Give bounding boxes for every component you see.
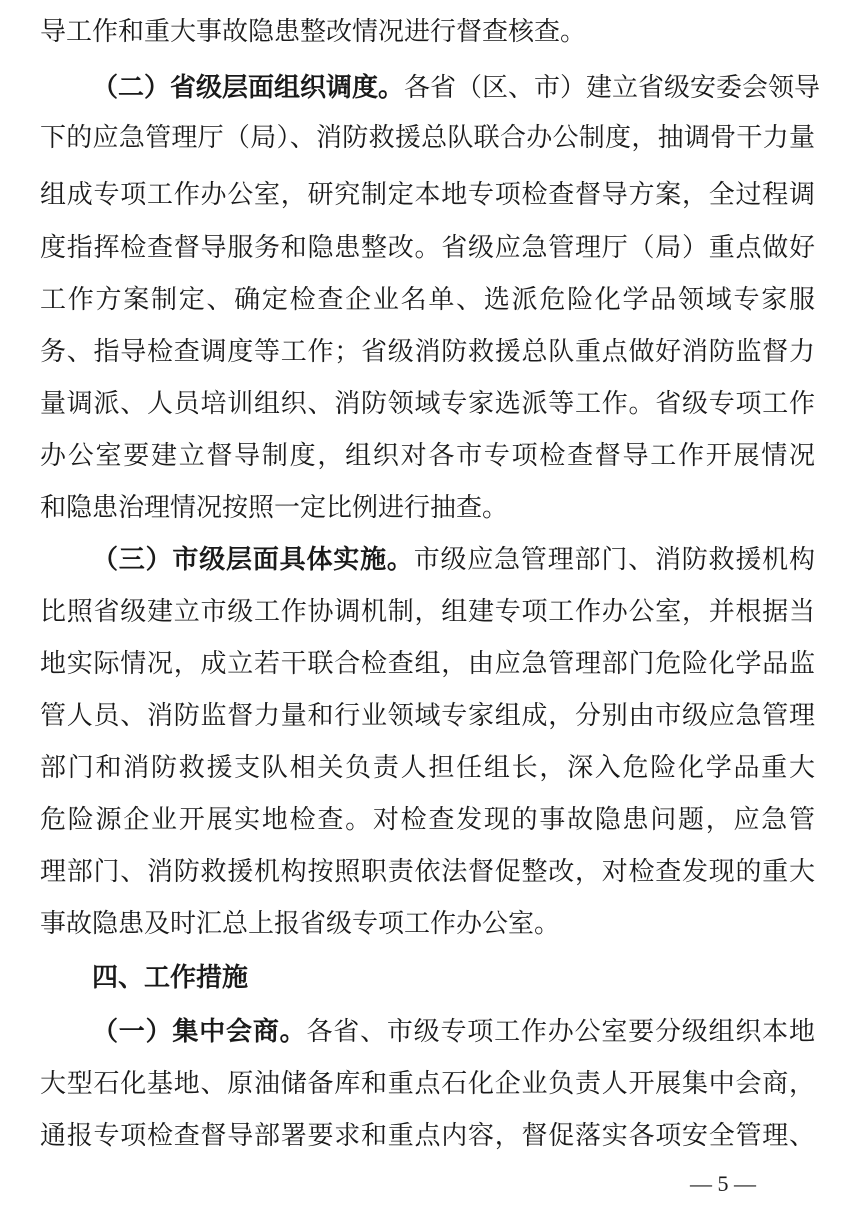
section-title: （二）省级层面组织调度。 (92, 73, 405, 103)
section-title: （一）集中会商。 (92, 1017, 307, 1047)
paragraph-line: 理部门、消防救援机构按照职责依法督促整改，对检查发现的重大 (40, 857, 815, 887)
paragraph-line: 务、指导检查调度等工作；省级消防救援总队重点做好消防监督力 (40, 337, 815, 367)
paragraph-line: 办公室要建立督导制度，组织对各市专项检查督导工作开展情况 (40, 441, 815, 471)
paragraph-line: 地实际情况，成立若干联合检查组，由应急管理部门危险化学品监 (40, 649, 815, 679)
paragraph-line: 事故隐患及时汇总上报省级专项工作办公室。 (40, 909, 561, 939)
paragraph-line: 量调派、人员培训组织、消防领域专家选派等工作。省级专项工作 (40, 389, 815, 419)
section-title: （三）市级层面具体实施。 (92, 545, 414, 575)
section-heading: 四、工作措施 (92, 963, 249, 993)
section-2-first-line: （二）省级层面组织调度。各省（区、市）建立省级安委会领导 (92, 73, 821, 103)
paragraph-line: 和隐患治理情况按照一定比例进行抽查。 (40, 493, 509, 523)
paragraph-line: 大型石化基地、原油储备库和重点石化企业负责人开展集中会商， (40, 1069, 815, 1099)
paragraph-line: 部门和消防救援支队相关负责人担任组长，深入危险化学品重大 (40, 753, 815, 783)
section-3-first-line: （三）市级层面具体实施。市级应急管理部门、消防救援机构 (92, 545, 815, 575)
paragraph-line: 比照省级建立市级工作协调机制，组建专项工作办公室，并根据当 (40, 597, 815, 627)
paragraph-line: 通报专项检查督导部署要求和重点内容，督促落实各项安全管理、 (40, 1121, 815, 1151)
paragraph-line: 下的应急管理厅（局）、消防救援总队联合办公制度，抽调骨干力量 (40, 123, 815, 153)
paragraph-line: 管人员、消防监督力量和行业领域专家组成，分别由市级应急管理 (40, 701, 815, 731)
paragraph-line: 组成专项工作办公室，研究制定本地专项检查督导方案，全过程调 (40, 180, 815, 210)
paragraph-line: 工作方案制定、确定检查企业名单、选派危险化学品领域专家服 (40, 285, 815, 315)
paragraph-line: 导工作和重大事故隐患整改情况进行督查核查。 (40, 17, 587, 47)
page-number: — 5 — (690, 1171, 756, 1196)
paragraph-line: 危险源企业开展实地检查。对检查发现的事故隐患问题，应急管 (40, 805, 815, 835)
measure-1-first-line: （一）集中会商。各省、市级专项工作办公室要分级组织本地 (92, 1017, 815, 1047)
paragraph-line: 度指挥检查督导服务和隐患整改。省级应急管理厅（局）重点做好 (40, 233, 815, 263)
